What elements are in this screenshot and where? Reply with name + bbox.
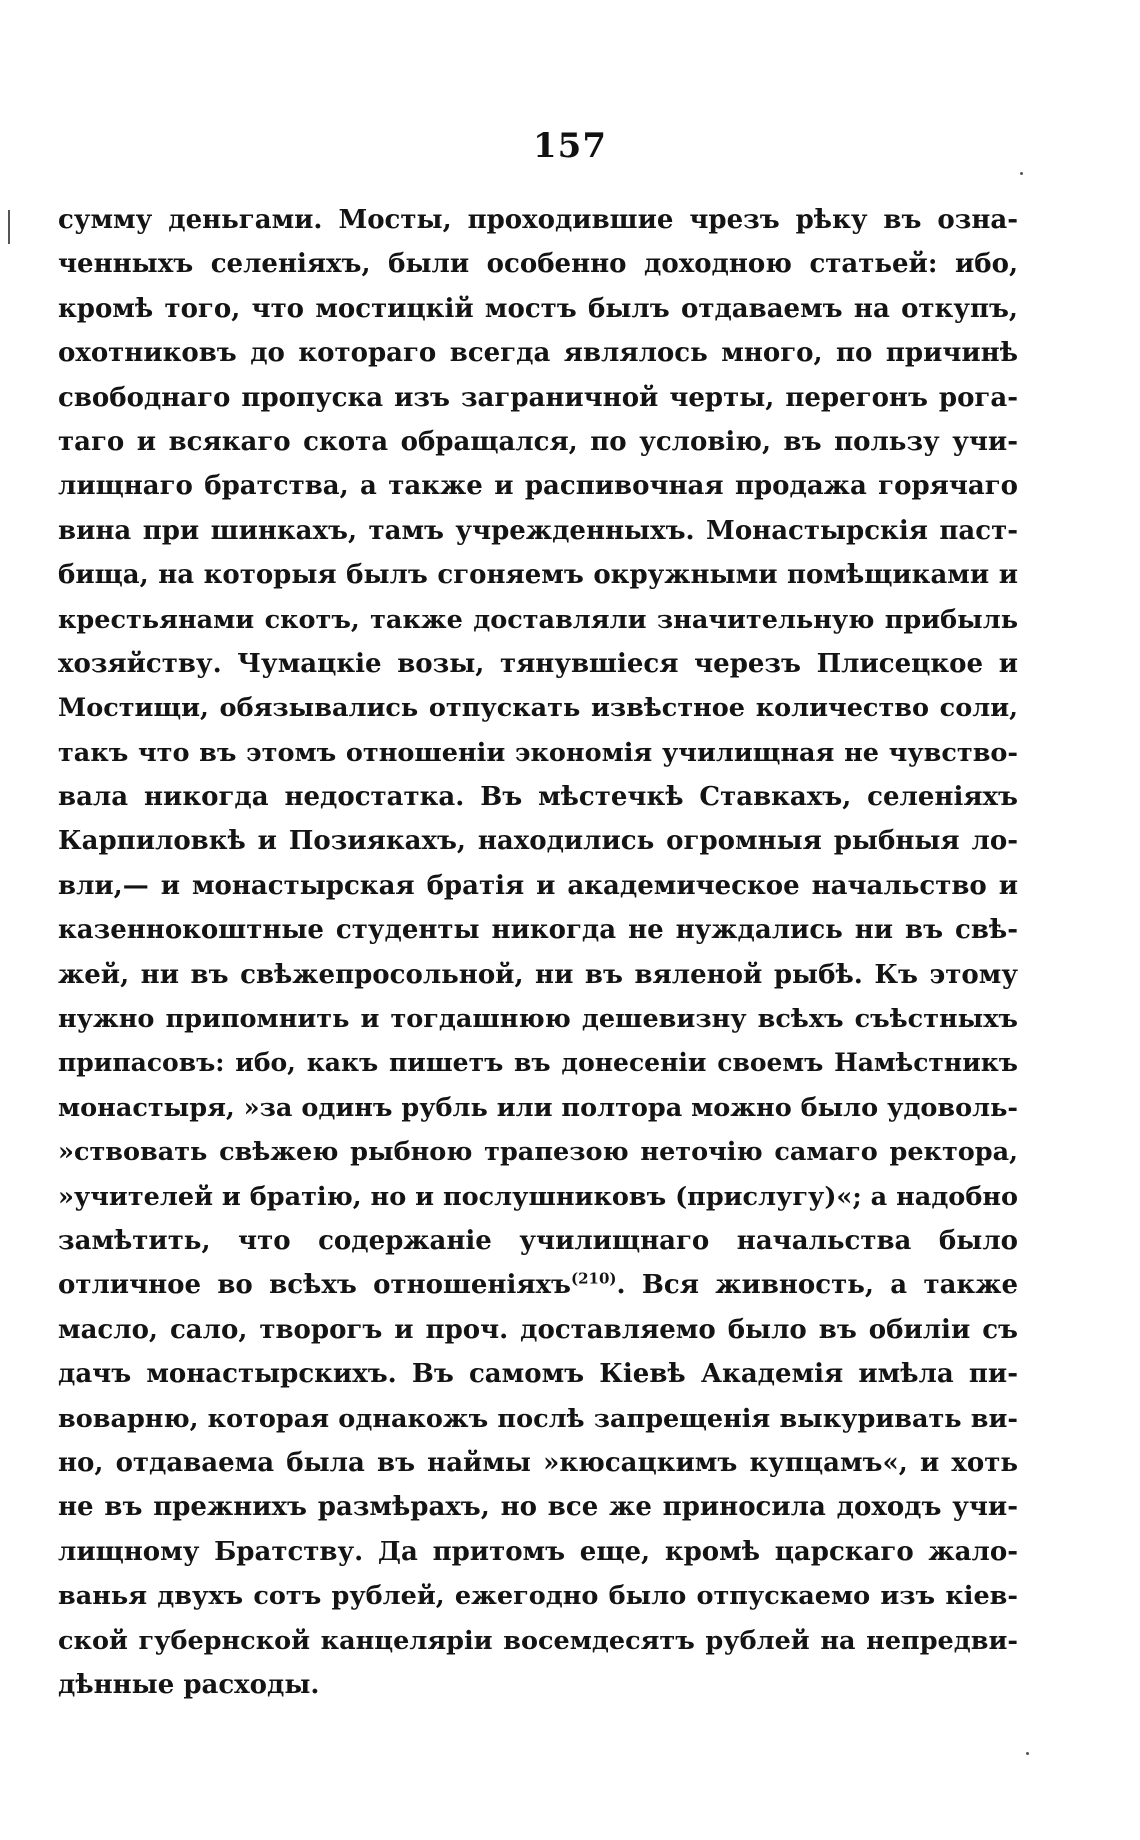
page-number: 157: [533, 126, 607, 166]
text-line: »учителей и братію, но и послушниковъ (прислугу)«; а надобно: [58, 1181, 1018, 1212]
body-text: [58, 198, 1018, 1707]
text-line: Карпиловкѣ и Позиякахъ, находились огромныя рыбныя ло-: [58, 826, 1018, 857]
text-line: масло, сало, творогъ и проч. доставляемо было въ обиліи съ: [58, 1314, 1018, 1345]
text-line: ченныхъ селеніяхъ, были особенно доходною статьей: ибо,: [58, 249, 1018, 280]
footnote-reference: (210): [571, 1269, 617, 1288]
text-line: хозяйству. Чумацкіе возы, тянувшіеся черезъ Плисецкое и: [58, 648, 1018, 679]
text-line: таго и всякаго скота обращался, по условію, въ пользу учи-: [58, 426, 1018, 457]
text-line: ской губернской канцеляріи восемдесятъ рублей на непредви-: [58, 1625, 1018, 1656]
text-line: не въ прежнихъ размѣрахъ, но все же приносила доходъ учи-: [58, 1492, 1018, 1523]
speck-mark: [1020, 172, 1023, 175]
text-line: свободнаго пропуска изъ заграничной черты, перегонъ рога-: [58, 382, 1018, 413]
text-line: но, отдаваема была въ наймы »кюсацкимъ купцамъ«, и хоть: [58, 1447, 1018, 1478]
text-line-with-footnote: [58, 1263, 1018, 1307]
text-line: казеннокоштные студенты никогда не нуждались ни въ свѣ-: [58, 915, 1018, 946]
text-line: нужно припомнить и тогдашнюю дешевизну всѣхъ съѣстныхъ: [58, 1004, 1018, 1035]
text-line: вли,— и монастырская братія и академическое начальство и: [58, 870, 1018, 901]
text-line: такъ что въ этомъ отношеніи экономія училищная не чувство-: [58, 737, 1018, 768]
text-line: вала никогда недостатка. Въ мѣстечкѣ Ставкахъ, селеніяхъ: [58, 782, 1018, 813]
text-segment: . Вся живность, а также: [616, 1270, 1018, 1301]
text-line: дачъ монастырскихъ. Въ самомъ Кіевѣ Академія имѣла пи-: [58, 1359, 1018, 1390]
text-line: кромѣ того, что мостицкій мостъ былъ отдаваемъ на откупъ,: [58, 293, 1018, 324]
speck-mark: [1026, 1752, 1029, 1755]
text-segment: отличное во всѣхъ отношеніяхъ: [58, 1270, 571, 1301]
text-line: ванья двухъ сотъ рублей, ежегодно было отпускаемо изъ кіев-: [58, 1581, 1018, 1612]
text-line: воварню, которая однакожъ послѣ запрещенія выкуривать ви-: [58, 1403, 1018, 1434]
text-line-last: дѣнные расходы.: [58, 1669, 320, 1700]
text-line: лищнаго братства, а также и распивочная продажа горячаго: [58, 471, 1018, 502]
text-line: Мостищи, обязывались отпускать извѣстное количество соли,: [58, 693, 1018, 724]
text-line: замѣтить, что содержаніе училищнаго начальства было: [58, 1225, 1018, 1256]
text-line: лищному Братству. Да притомъ еще, кромѣ царскаго жало-: [58, 1536, 1018, 1567]
text-line: припасовъ: ибо, какъ пишетъ въ донесеніи своемъ Намѣстникъ: [58, 1048, 1018, 1078]
text-line: охотниковъ до котораго всегда являлось много, по причинѣ: [58, 338, 1018, 369]
text-line: вина при шинкахъ, тамъ учрежденныхъ. Монастырскія паст-: [58, 515, 1018, 546]
text-line: бища, на которыя былъ сгоняемъ окружными помѣщиками и: [58, 560, 1018, 591]
margin-mark: [8, 210, 10, 244]
text-line: »ствовать свѣжею рыбною трапезою неточію самаго ректора,: [58, 1137, 1018, 1168]
text-line: монастыря, »за одинъ рубль или полтора можно было удоволь-: [58, 1092, 1018, 1123]
text-line: сумму деньгами. Мосты, проходившие чрезъ рѣку въ озна-: [58, 205, 1018, 235]
text-line: жей, ни въ свѣжепросольной, ни въ вяленой рыбѣ. Къ этому: [58, 959, 1018, 990]
text-line: крестьянами скотъ, также доставляли значительную прибыль: [58, 604, 1018, 635]
